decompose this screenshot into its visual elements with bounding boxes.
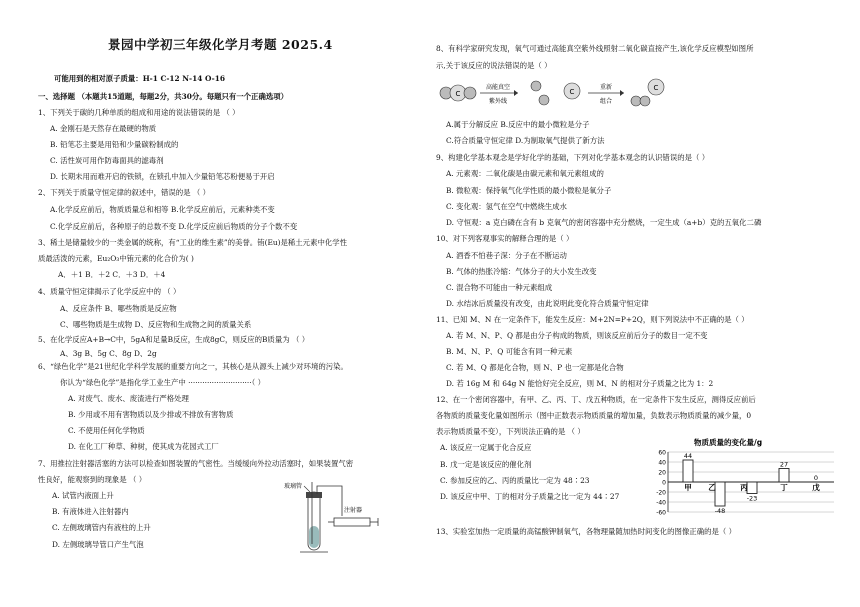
bar-value-label: -23 — [746, 494, 758, 503]
bar-1 — [715, 482, 725, 506]
svg-text:C: C — [569, 88, 575, 96]
question-6-option-a: A. 对废气、废水、废渣进行严格处理 — [68, 394, 189, 403]
question-6: 6、“绿色化学”是21世纪化学科学发展的重要方向之一，其核心是从源头上减少对环境的污染。 — [38, 362, 348, 371]
atomic-masses: 可能用到的相对原子质量：H-1 C-12 N-14 O-16 — [54, 74, 226, 83]
question-8: 8、有科学家研究发现，氧气可通过高能真空紫外线照射二氧化碳直接产生,该化学反应模型如图所 — [436, 44, 754, 53]
mass-change-chart — [648, 436, 843, 518]
y-tick-label: 0 — [662, 479, 666, 487]
question-1-option-b: B. 铅笔芯主要是用铅和少量碳粉制成的 — [50, 140, 179, 149]
question-2-options-cd: C.化学反应前后，各种原子的总数不变 D.化学反应前后物质的分子个数不变 — [50, 222, 298, 231]
syringe — [334, 518, 370, 526]
section-heading: 一、选择题 （本题共15道题，每题2分，共30分。每题只有一个正确选项） — [38, 92, 289, 101]
question-9-option-a: A. 元素观：二氧化碳是由碳元素和氧元素组成的 — [446, 169, 604, 178]
question-3-line2: 质最活泼的元素，Eu₂O₃中铕元素的化合价为( ) — [38, 254, 194, 263]
svg-text:C: C — [455, 90, 461, 98]
question-9-option-c: C. 变化观：氢气在空气中燃烧生成水 — [446, 202, 567, 211]
bar-value-label: 27 — [779, 460, 789, 469]
question-1-option-c: C. 活性炭可用作防毒面具的滤毒剂 — [50, 156, 164, 165]
syringe-apparatus-diagram — [272, 478, 382, 558]
question-5-options: A、3g B、5g C、8g D、2g — [60, 349, 157, 358]
y-tick-label: 20 — [658, 469, 666, 477]
y-tick-label: 60 — [658, 449, 666, 457]
question-6-option-d: D. 在化工厂种草、种树，使其成为花园式工厂 — [68, 442, 219, 451]
category-label: 丙 — [740, 483, 748, 492]
bar-value-label: 44 — [683, 452, 693, 460]
question-7-option-a: A. 试管内液面上升 — [52, 491, 114, 500]
bar-value-label: -48 — [714, 507, 726, 515]
page-title: 景园中学初三年级化学月考题 2025.4 — [108, 37, 333, 52]
question-10-option-c: C. 混合物不可能由一种元素组成 — [446, 283, 553, 292]
question-12-option-b: B. 戊一定是该反应的催化剂 — [440, 460, 532, 469]
question-1-option-d: D. 长期未用而难开启的铁锁，在锁孔中加入少量铅笔芯粉便易于开启 — [50, 172, 275, 181]
bar-2 — [747, 482, 757, 494]
category-label: 戊 — [812, 483, 820, 492]
question-1-option-a: A. 金刚石是天然存在最硬的物质 — [50, 124, 157, 133]
question-12: 12、在一个密闭容器中，有甲、乙、丙、丁、戊五种物质，在一定条件下发生反应，测得反应前后 — [436, 395, 756, 404]
svg-text:C: C — [653, 84, 659, 92]
products — [631, 79, 664, 106]
question-6-option-c: C. 不使用任何化学物质 — [68, 426, 145, 435]
question-12-line3: 表示物质质量不变），下列说法正确的是 （ ） — [436, 427, 585, 436]
question-7-option-c: C. 左侧玻璃管内有液柱的上升 — [52, 523, 151, 532]
question-6-line2: 你认为“绿色化学”是指化学工业生产中 ···························（ ） — [60, 378, 266, 387]
question-12-option-c: C. 参加反应的乙、丙的质量比一定为 48∶23 — [440, 476, 590, 485]
question-13: 13、实验室加热一定质量的高锰酸钾制氧气，各物理量随加热时间变化的图像正确的是（ ） — [436, 527, 736, 536]
category-label: 丁 — [780, 483, 788, 492]
question-2-options-ab: A.化学反应前后，物质质量总和相等 B.化学反应前后，元素种类不变 — [50, 205, 275, 214]
question-11-option-c: C. 若 M、Q 都是化合物，则 N、P 也一定都是化合物 — [446, 363, 624, 372]
question-7-option-b: B. 有液体进入注射器内 — [52, 507, 129, 516]
question-7-line2: 性良好，能观察到的现象是 （ ） — [38, 475, 147, 484]
question-12-option-d: D. 该反应中甲、丁的相对分子质量之比一定为 44∶27 — [440, 492, 620, 501]
bar-0 — [683, 460, 693, 482]
question-11-option-b: B. M、N、P、Q 可能含有同一种元素 — [446, 347, 573, 356]
question-4-options-cd: C、哪些物质是生成物 D、反应物和生成物之间的质量关系 — [60, 320, 252, 329]
bar-3 — [779, 469, 789, 483]
question-12-option-a: A. 该反应一定属于化合反应 — [440, 443, 532, 452]
separated-atoms — [531, 81, 580, 105]
question-6-option-b: B. 少用或不用有害物质以及少排或不排放有害物质 — [68, 410, 234, 419]
bar-value-label: 0 — [813, 474, 819, 482]
question-8-options-ab: A.属于分解反应 B.反应中的最小微粒是分子 — [446, 120, 590, 129]
reaction-model-diagram — [436, 77, 676, 109]
y-tick-label: -60 — [656, 509, 666, 517]
category-label: 乙 — [708, 483, 716, 492]
question-11-option-a: A. 若 M、N、P、Q 都是由分子构成的物质，则该反应前后分子的数目一定不变 — [446, 331, 708, 340]
arrow1-label-top: 高能真空 — [485, 84, 511, 91]
question-12-line2: 各物质的质量变化量如图所示（图中正数表示物质质量的增加量，负数表示物质质量的减少量，0 — [436, 411, 752, 420]
arrow2-label-top: 重新 — [599, 84, 613, 91]
question-4-options-ab: A、反应条件 B、哪些物质是反应物 — [60, 304, 177, 313]
question-5: 5、在化学反应A+B→C中，5gA和足量B反应，生成8gC，则反应的B质量为 （ ） — [38, 335, 310, 344]
question-7-option-d: D. 左侧玻璃导管口产生气泡 — [52, 540, 144, 549]
question-9-option-d: D. 守恒观：a 克白磷在含有 b 克氧气的密闭容器中充分燃烧，一定生成（a+b）克的五氧化二磷 — [446, 218, 762, 227]
glass-tube-label: 玻璃管 — [284, 483, 303, 490]
question-4: 4、质量守恒定律揭示了化学反应中的 （ ） — [38, 287, 181, 296]
chart-title: 物质质量的变化量/g — [694, 438, 763, 447]
arrow1-label-bottom: 紫外线 — [488, 98, 508, 105]
test-tube-liquid — [309, 526, 319, 548]
question-8-options-cd: C.符合质量守恒定律 D.为制取氧气提供了新方法 — [446, 136, 605, 145]
question-11-option-d: D. 若 16g M 和 64g N 能恰好完全反应，则 M、N 的相对分子质量之比为 1：2 — [446, 379, 714, 388]
syringe-label: 注射器 — [344, 507, 363, 514]
question-7: 7、用推拉注射器活塞的方法可以检查如图装置的气密性。当缓缓向外拉动活塞时，如果装置气密 — [38, 459, 354, 468]
question-1: 1、下列关于碳的几种单质的组成和用途的说法错误的是 （ ） — [38, 108, 240, 117]
arrow2-label-bottom: 组合 — [599, 98, 613, 105]
question-3-options: A．＋1 B．＋2 C．＋3 D．＋4 — [58, 270, 166, 279]
question-10-option-d: D. 水结冰后质量没有改变，由此说明此变化符合质量守恒定律 — [446, 299, 649, 308]
question-10-option-b: B. 气体的热胀冷缩：气体分子的大小发生改变 — [446, 267, 597, 276]
question-3: 3、稀土是储量较少的一类金属的统称，有“工业的维生素”的美誉。铕(Eu)是稀土元素中化学性 — [38, 238, 348, 247]
question-10: 10、对下列客观事实的解释合理的是（ ） — [436, 234, 574, 243]
co2-molecule — [440, 85, 476, 101]
question-9: 9、构建化学基本观念是学好化学的基础，下列对化学基本观念的认识错误的是（ ） — [436, 153, 710, 162]
question-11: 11、已知 M、N 在一定条件下，能发生反应：M+2N=P+2Q，则下列说法中不正确的是（ ） — [436, 315, 749, 324]
question-2: 2、下列关于质量守恒定律的叙述中，错误的是 （ ） — [38, 188, 210, 197]
question-10-option-a: A. 酒香不怕巷子深：分子在不断运动 — [446, 251, 567, 260]
question-9-option-b: B. 微粒观：保持氧气化学性质的最小微粒是氧分子 — [446, 186, 612, 195]
y-tick-label: -20 — [656, 489, 666, 497]
y-tick-label: -40 — [656, 499, 666, 507]
question-8-line2: 示,关于该反应的说法错误的是（ ） — [436, 61, 552, 70]
category-label: 甲 — [684, 483, 692, 492]
y-tick-label: 40 — [658, 459, 666, 467]
